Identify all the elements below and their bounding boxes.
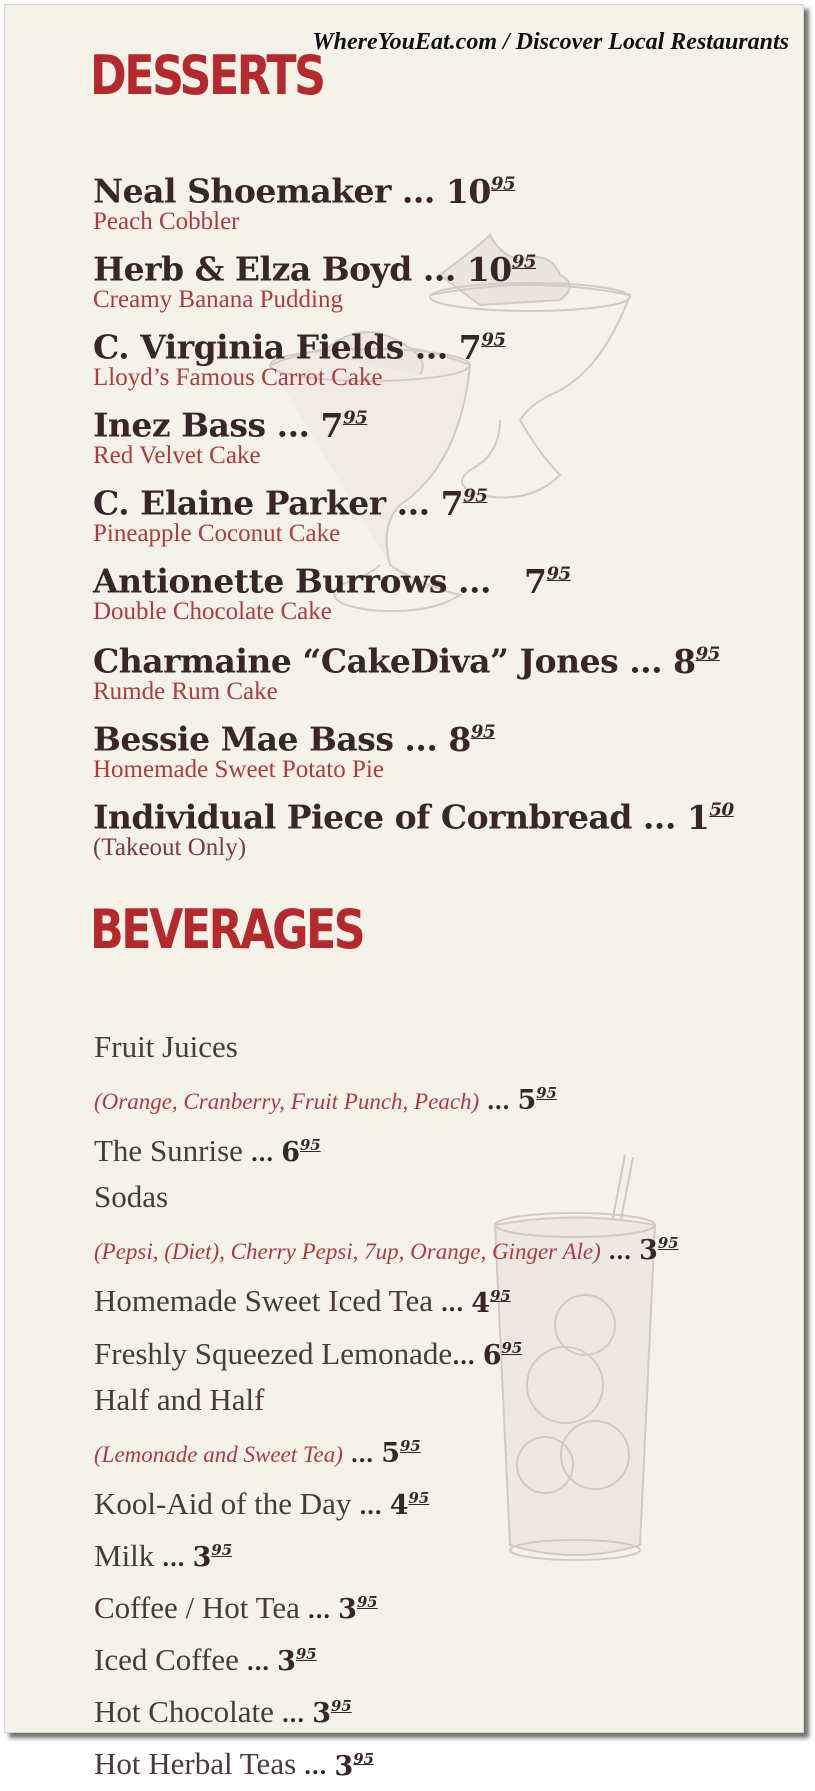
- dessert-name: Charmaine “CakeDiva” Jones ...: [93, 641, 663, 681]
- dessert-item: [93, 713, 783, 791]
- beverage-name: Kool-Aid of the Day: [94, 1485, 352, 1521]
- dessert-description: Rumde Rum Cake: [93, 677, 278, 705]
- beverage-name: Hot Chocolate: [94, 1694, 274, 1730]
- beverage-item: Homemade Sweet Iced Tea ... $4^{95}$: [94, 1283, 511, 1319]
- beverage-item: Fruit Juices (Orange, Cranberry, Fruit Punch, Peach) ... $5^{95}$: [94, 1029, 557, 1117]
- dessert-price: $8^{95}$: [673, 641, 720, 681]
- beverage-name: Fruit Juices: [94, 1029, 238, 1064]
- dessert-price: $7^{95}$: [458, 327, 506, 367]
- dessert-description: Creamy Banana Pudding: [93, 285, 343, 313]
- beverage-item: Hot Herbal Teas ... $3^{95}$: [94, 1746, 374, 1782]
- desserts-heading: DESSERTS: [90, 44, 324, 107]
- beverages-list: [94, 1027, 784, 1791]
- beverage-item: Half and Half (Lemonade and Sweet Tea) ... $5^{95}$: [94, 1381, 421, 1469]
- beverage-name: Freshly Squeezed Lemonade: [94, 1335, 453, 1371]
- beverage-name: Homemade Sweet Iced Tea: [94, 1283, 433, 1319]
- beverage-name: The Sunrise: [94, 1133, 243, 1169]
- dessert-description: Pineapple Coconut Cake: [93, 519, 341, 547]
- dessert-item: [93, 243, 783, 321]
- beverage-name: Milk: [94, 1538, 155, 1573]
- beverage-options: (Orange, Cranberry, Fruit Punch, Peach): [94, 1089, 480, 1115]
- dessert-item: [93, 399, 783, 477]
- dessert-description: Lloyd’s Famous Carrot Cake: [93, 363, 383, 391]
- beverage-options: (Lemonade and Sweet Tea): [94, 1441, 343, 1467]
- beverage-price: $3^{95}$: [277, 1645, 317, 1678]
- dessert-description: Red Velvet Cake: [93, 441, 261, 469]
- dessert-item: [93, 321, 783, 399]
- beverage-name: Coffee / Hot Tea: [94, 1590, 300, 1626]
- dessert-name: C. Elaine Parker ...: [93, 483, 430, 523]
- beverage-price: $4^{95}$: [389, 1488, 430, 1521]
- beverages-heading: BEVERAGES: [90, 898, 364, 961]
- dessert-name: Inez Bass ...: [93, 405, 310, 445]
- beverage-item: Coffee / Hot Tea ... $3^{95}$: [94, 1590, 378, 1626]
- beverage-name: Sodas: [94, 1179, 169, 1215]
- beverage-price: $3^{95}$: [192, 1540, 233, 1573]
- dessert-price: $1^{50}$: [686, 797, 734, 837]
- dessert-name: Antionette Burrows ...: [93, 561, 491, 601]
- beverage-price: $3^{95}$: [312, 1697, 352, 1730]
- dessert-description: Peach Cobbler: [93, 207, 240, 235]
- beverage-price: $3^{95}$: [334, 1749, 374, 1782]
- beverage-item: Milk ... $3^{95}$: [94, 1538, 233, 1573]
- beverage-price: $5^{95}$: [381, 1436, 421, 1469]
- dessert-item: [93, 165, 783, 243]
- beverage-price: $5^{95}$: [517, 1084, 557, 1117]
- dessert-name: C. Virginia Fields ...: [93, 327, 448, 367]
- beverage-price: $6^{95}$: [281, 1136, 321, 1169]
- beverage-item: Hot Chocolate ... $3^{95}$: [94, 1694, 352, 1730]
- dessert-price: $7^{95}$: [523, 561, 571, 601]
- beverage-price: $3^{95}$: [338, 1593, 378, 1626]
- beverage-price: $6^{95}$: [482, 1338, 523, 1371]
- dessert-item: [93, 791, 783, 869]
- beverage-name: Half and Half: [94, 1381, 265, 1417]
- beverage-name: Iced Coffee: [94, 1642, 239, 1678]
- dessert-price: $7^{95}$: [440, 483, 488, 523]
- beverage-item: Freshly Squeezed Lemonade... $6^{95}$: [94, 1335, 523, 1371]
- beverage-item: Sodas (Pepsi, (Diet), Cherry Pepsi, 7up, Orange, Ginger Ale) ... $3^{95}$: [94, 1179, 679, 1267]
- dessert-item: [93, 635, 783, 713]
- beverage-item: Iced Coffee ... $3^{95}$: [94, 1642, 317, 1678]
- dessert-description: Double Chocolate Cake: [93, 597, 332, 625]
- dessert-description: Homemade Sweet Potato Pie: [93, 755, 384, 783]
- dessert-name: Bessie Mae Bass ...: [93, 719, 438, 759]
- dessert-price: $10^{95}$: [445, 171, 516, 211]
- beverage-item: Kool-Aid of the Day ... $4^{95}$: [94, 1485, 430, 1521]
- beverage-name: Hot Herbal Teas: [94, 1746, 297, 1782]
- beverage-options: (Pepsi, (Diet), Cherry Pepsi, 7up, Orange, Ginger Ale): [94, 1239, 601, 1265]
- dessert-price: $10^{95}$: [466, 249, 537, 289]
- dessert-name: Individual Piece of Cornbread ...: [93, 797, 676, 837]
- beverage-item: The Sunrise ... $6^{95}$: [94, 1133, 321, 1169]
- menu-page: [4, 4, 804, 1782]
- site-watermark: WhereYouEat.com / Discover Local Restaurants: [312, 29, 789, 55]
- dessert-name: Neal Shoemaker ...: [93, 171, 435, 211]
- dessert-price: $8^{95}$: [448, 719, 496, 759]
- dessert-item: [93, 555, 783, 635]
- beverage-price: $3^{95}$: [639, 1234, 679, 1267]
- dessert-name: Herb & Elza Boyd ...: [93, 249, 456, 289]
- dessert-price: $7^{95}$: [320, 405, 368, 445]
- dessert-item: [93, 477, 783, 555]
- beverage-price: $4^{95}$: [471, 1286, 511, 1319]
- desserts-list: [93, 165, 783, 869]
- dessert-description: (Takeout Only): [93, 833, 247, 861]
